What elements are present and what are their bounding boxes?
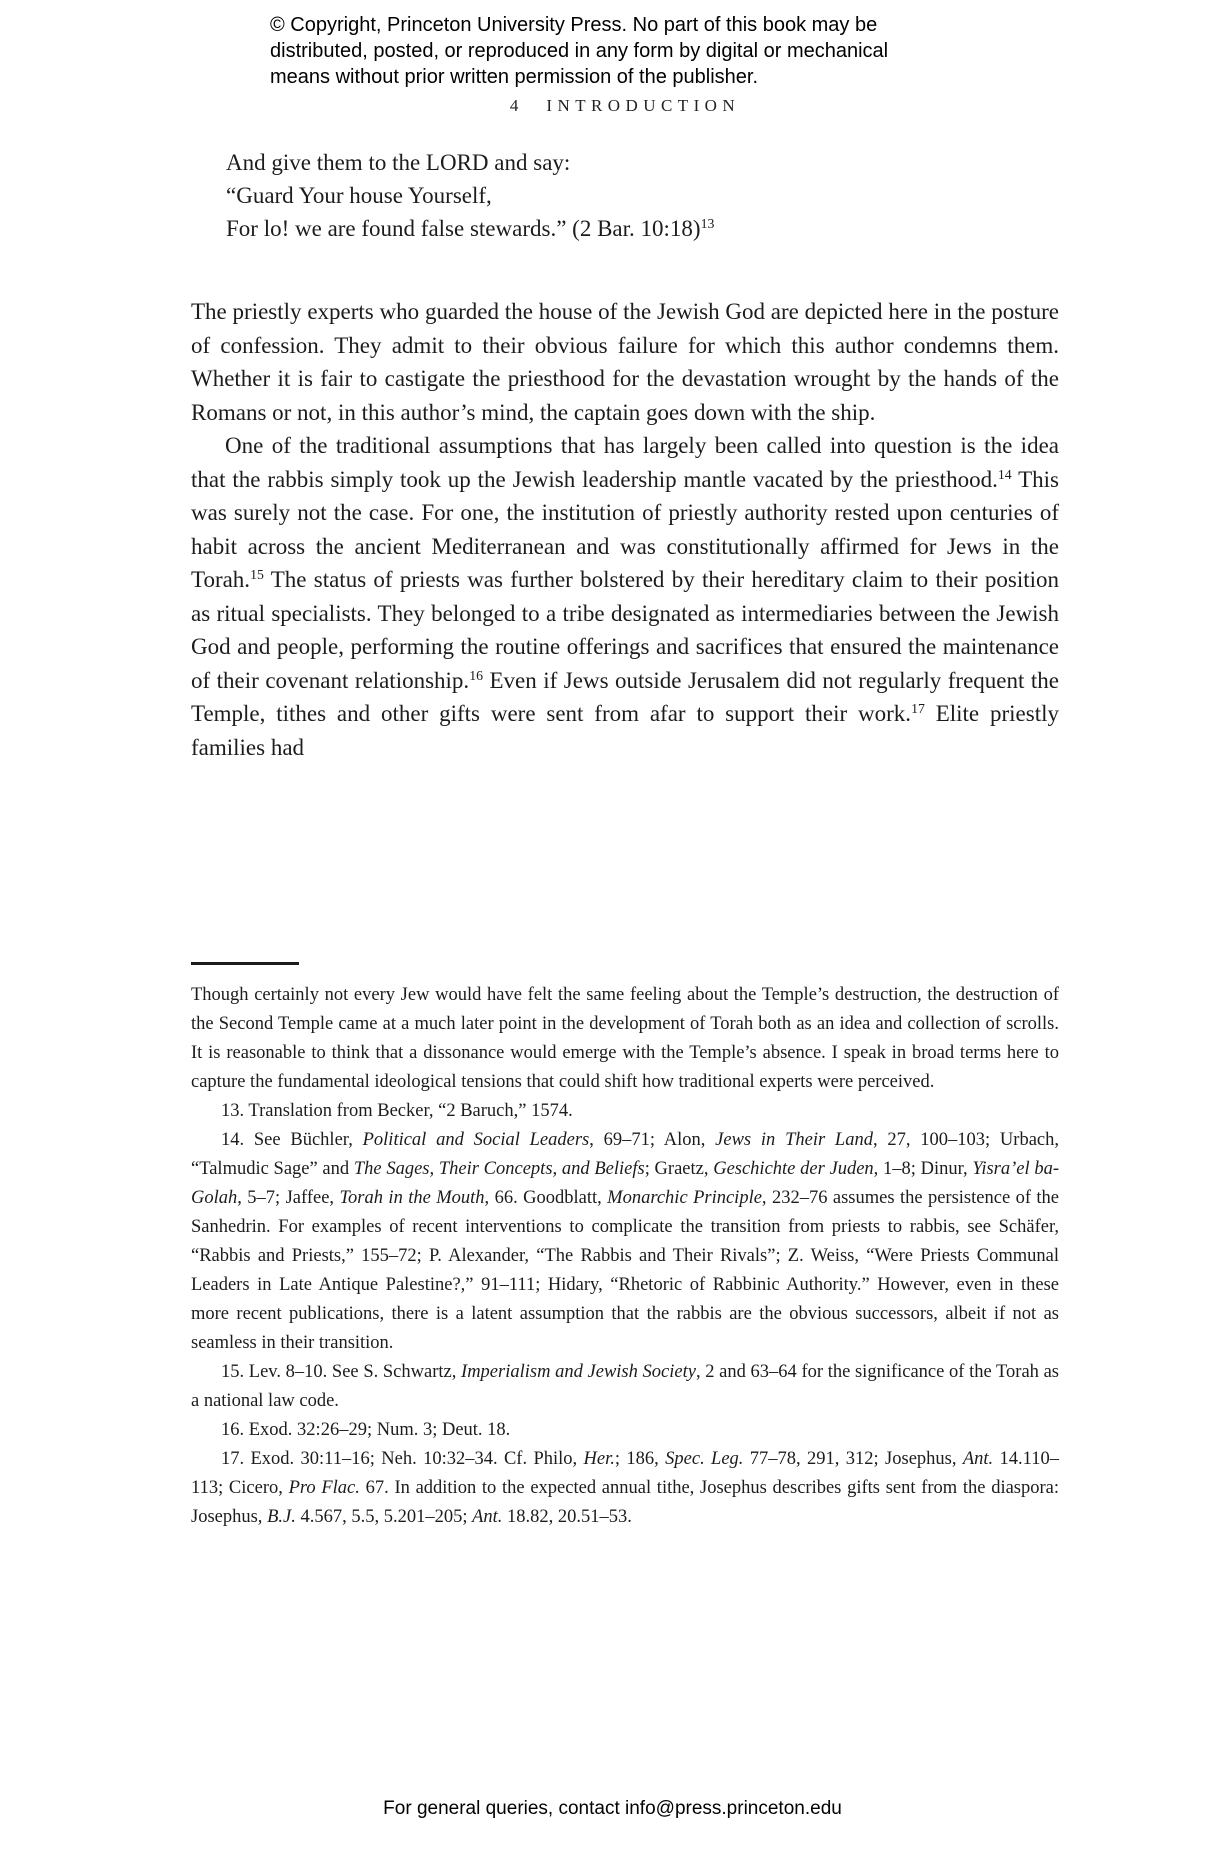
- footnote-area: [191, 962, 1059, 1532]
- copyright-line: © Copyright, Princeton University Press. No part of this book may be: [270, 14, 878, 36]
- quote-line: For lo! we are found false stewards.” (2 Bar. 10:18)$^{13}$: [226, 216, 715, 241]
- footnote-continuation: Though certainly not every Jew would have felt the same feeling about the Temple’s destruction, the destruction of the Second Temple came at a much later point in the development of Torah both as an idea and collection of scrolls. It is reasonable to think that a dissonance would emerge with the Temple’s absence. I speak in broad terms here to capture the fundamental ideological tensions that could shift how traditional experts were perceived.: [191, 985, 1059, 1092]
- copyright-line: means without prior written permission of the publisher.: [270, 66, 759, 88]
- block-quote: [226, 146, 714, 245]
- paragraph: The priestly experts who guarded the house of the Jewish God are depicted here in the posture of confession. They admit to their obvious failure for which this author condemns them. Whether it is fair to castigate the priesthood for the devastation wrought by the hands of the Romans or not, in this author’s mind, the captain goes down with the ship.: [191, 299, 1059, 425]
- footnote-rule: [191, 962, 299, 965]
- queries-footer: For general queries, contact info@press.princeton.edu: [383, 1798, 842, 1819]
- footnote-13: 13. Translation from Becker, “2 Baruch,” 1574.: [221, 1101, 573, 1121]
- quote-line: And give them to the LORD and say:: [226, 150, 571, 175]
- footnote-17: 17. Exod. 30:11–16; Neh. 10:32–34. Cf. Philo, Her.; 186, Spec. Leg. 77–78, 291, 312; Josephus, Ant. 14.110–113; Cicero, Pro Flac. 67. In addition to the expected annual tithe, Josephus describes gifts sent from the diaspora: Josephus, B.J. 4.567, 5.5, 5.201–205; Ant. 18.82, 20.51–53.: [191, 1449, 1060, 1527]
- footnote-15: 15. Lev. 8–10. See S. Schwartz, Imperialism and Jewish Society, 2 and 63–64 for the significance of the Torah as a national law code.: [191, 1362, 1059, 1411]
- body-text: [191, 295, 1059, 764]
- quote-line: “Guard Your house Yourself,: [226, 183, 492, 208]
- footnote-16: 16. Exod. 32:26–29; Num. 3; Deut. 18.: [221, 1420, 511, 1440]
- copyright-line: distributed, posted, or reproduced in any form by digital or mechanical: [270, 40, 889, 62]
- page-number: 4: [509, 96, 519, 115]
- running-header: [191, 96, 1059, 116]
- paragraph: One of the traditional assumptions that has largely been called into question is the idea that the rabbis simply took up the Jewish leadership mantle vacated by the priesthood.$^{14}$ This was surely not the case. For one, the institution of priestly authority rested upon centuries of habit across the ancient Mediterranean and was constitutionally affirmed for Jews in the Torah.$^{15}$ The status of priests was further bolstered by their hereditary claim to their position as ritual specialists. They belonged to a tribe designated as intermediaries between the Jewish God and people, performing the routine offerings and sacrifices that ensured the maintenance of their covenant relationship.$^{16}$ Even if Jews outside Jerusalem did not regularly frequent the Temple, tithes and other gifts were sent from afar to support their work.$^{17}$ Elite priestly families had: [191, 433, 1059, 760]
- copyright-notice: [270, 12, 888, 90]
- running-head: INTRODUCTION: [546, 96, 741, 115]
- footnote-14: 14. See Büchler, Political and Social Leaders, 69–71; Alon, Jews in Their Land, 27, 100–103; Urbach, “Talmudic Sage” and The Sages, Their Concepts, and Beliefs; Graetz, Geschichte der Juden, 1–8; Dinur, Yisra’el ba-Golah, 5–7; Jaffee, Torah in the Mouth, 66. Goodblatt, Monarchic Principle, 232–76 assumes the persistence of the Sanhedrin. For examples of recent interventions to complicate the transition from priests to rabbis, see Schäfer, “Rabbis and Priests,” 155–72; P. Alexander, “The Rabbis and Their Rivals”; Z. Weiss, “Were Priests Communal Leaders in Late Antique Palestine?,” 91–111; Hidary, “Rhetoric of Rabbinic Authority.” However, even in these more recent publications, there is a latent assumption that the rabbis are the obvious successors, albeit if not as seamless in their transition.: [191, 1130, 1060, 1353]
